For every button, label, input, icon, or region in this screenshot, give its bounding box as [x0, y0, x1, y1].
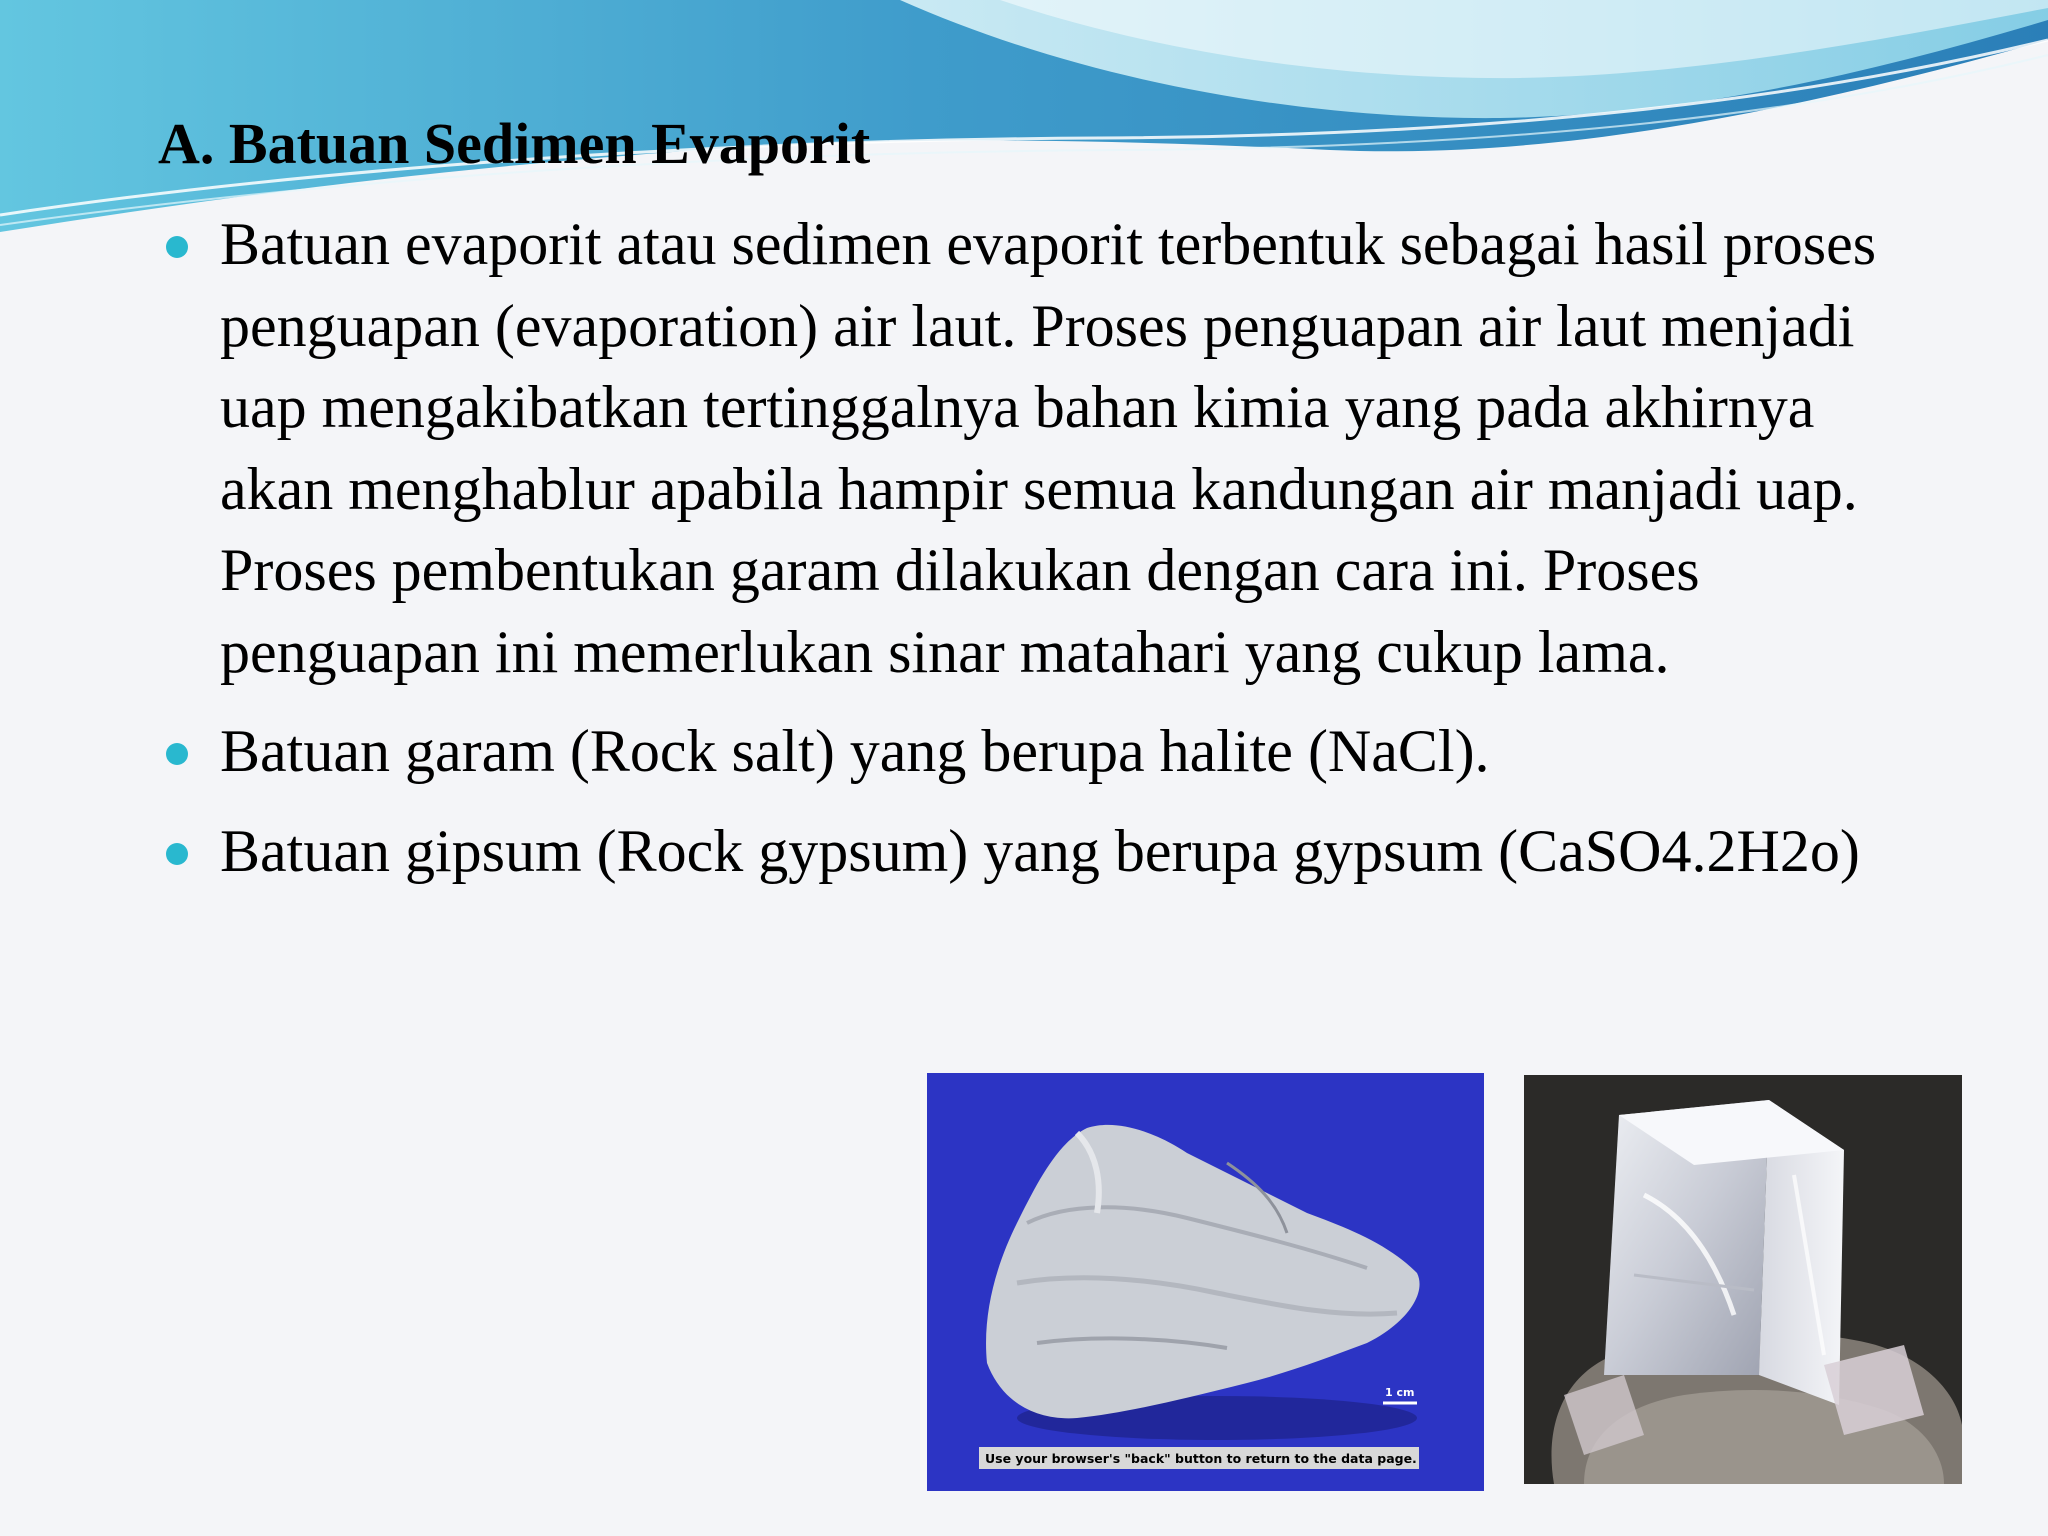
rock-salt-photo	[1524, 1075, 1962, 1484]
bullet-item	[160, 711, 1920, 793]
image-caption: Use your browser's "back" button to return to the data page.	[985, 1451, 1417, 1466]
bullet-dot-icon	[166, 843, 188, 865]
slide-title: A. Batuan Sedimen Evaporit	[158, 111, 871, 176]
bullet-dot-icon	[166, 743, 188, 765]
bullet-item	[160, 204, 1920, 693]
bullet-item	[160, 811, 1920, 893]
bullet-list	[160, 204, 1920, 892]
bullet-text: Batuan gipsum (Rock gypsum) yang berupa gypsum (CaSO4.2H2o)	[220, 817, 1860, 884]
bullet-text: Batuan garam (Rock salt) yang berupa halite (NaCl).	[220, 718, 1490, 784]
rock-gypsum-photo	[927, 1073, 1484, 1491]
scale-label: 1 cm	[1385, 1386, 1415, 1399]
bullet-dot-icon	[166, 236, 188, 258]
bullet-text: Batuan evaporit atau sedimen evaporit terbentuk sebagai hasil proses penguapan (evaporation) air laut. Proses penguapan air laut menjadi uap mengakibatkan tertinggalnya bahan kimia yang pada akhirnya akan menghablur apabila hampir semua kandungan air manjadi uap. Proses pembentukan garam dilakukan dengan cara ini. Proses penguapan ini memerlukan sinar matahari yang cukup lama.	[220, 211, 1877, 685]
